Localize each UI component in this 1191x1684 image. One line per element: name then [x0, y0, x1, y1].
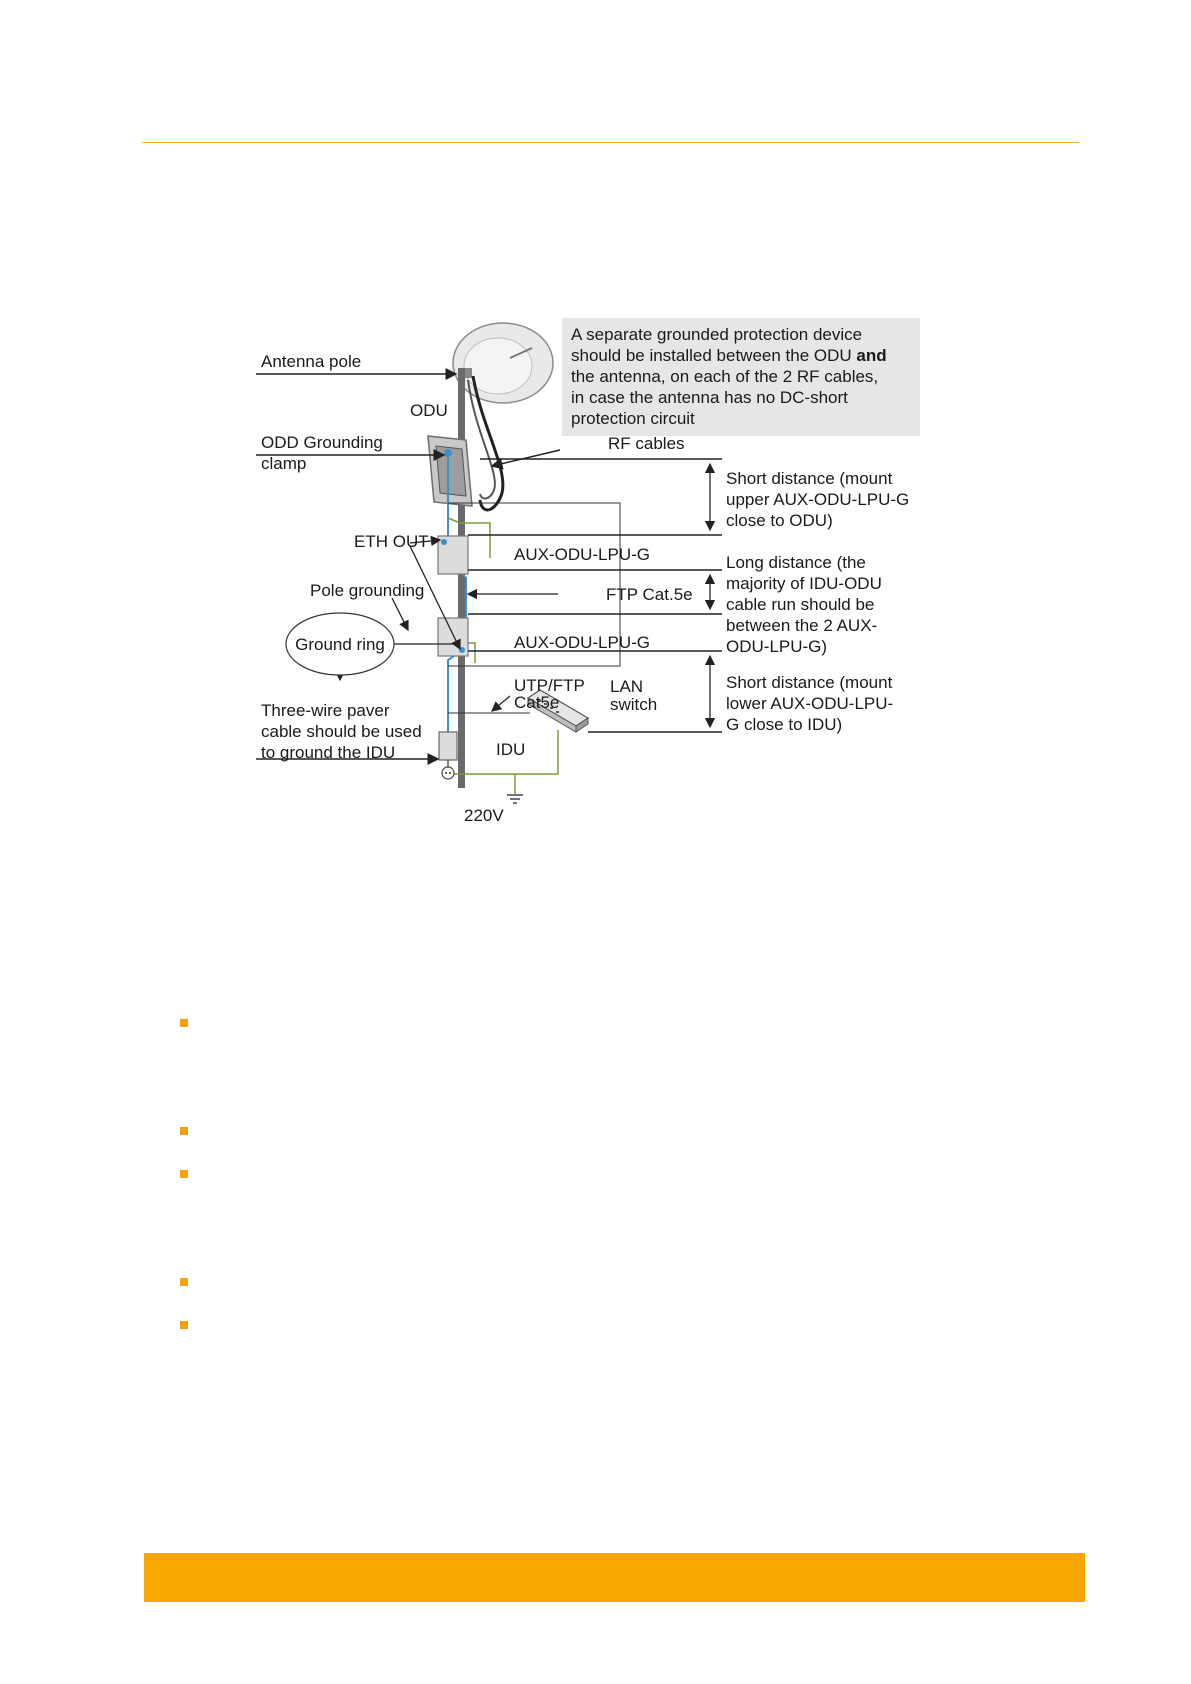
bullet-marker-2 [180, 1127, 188, 1135]
label-antenna-pole: Antenna pole [261, 352, 362, 371]
earth-ground-icon [507, 795, 523, 803]
dist-short-lower-2: lower AUX-ODU-LPU- [726, 694, 894, 713]
note-line-1: A separate grounded protection device [571, 325, 863, 344]
label-odd-grounding-1: ODD Grounding [261, 433, 383, 452]
grounding-diagram [261, 318, 930, 878]
bullet-marker-1 [180, 1019, 188, 1027]
label-odd-grounding-2: clamp [261, 454, 307, 473]
label-lan-2: switch [610, 695, 658, 714]
aux-odu-lpu-g-lower-icon [438, 618, 468, 656]
label-220v: 220V [464, 806, 504, 825]
label-three-wire-2: cable should be used [261, 722, 422, 741]
utp-arrow [492, 696, 510, 711]
note-line-4: in case the antenna has no DC-short [571, 388, 848, 407]
dist-short-upper-1: Short distance (mount [726, 469, 893, 488]
footer-band [144, 1553, 1085, 1602]
antenna-pole [458, 368, 465, 788]
rf-cables-arrow [492, 450, 560, 466]
dist-long-1: Long distance (the [726, 553, 866, 572]
dist-short-lower-1: Short distance (mount [726, 673, 893, 692]
label-three-wire-3: to ground the IDU [261, 743, 396, 762]
label-aux-lower: AUX-ODU-LPU-G [514, 633, 651, 652]
label-rf-cables: RF cables [608, 434, 685, 453]
label-three-wire-1: Three-wire paver [261, 701, 390, 720]
antenna-dish-icon [453, 323, 553, 403]
idu-unit-icon [439, 732, 457, 760]
label-idu: IDU [496, 740, 526, 759]
note-line-3: the antenna, on each of the 2 RF cables, [571, 367, 879, 386]
label-aux-upper: AUX-ODU-LPU-G [514, 545, 651, 564]
bullet-marker-3 [180, 1170, 188, 1178]
dist-long-5: ODU-LPU-G) [726, 637, 828, 656]
aux-odu-lpu-g-upper-icon [438, 536, 468, 574]
bullet-marker-5 [180, 1321, 188, 1329]
dist-short-upper-2: upper AUX-ODU-LPU-G [726, 490, 910, 509]
odu-unit-icon [428, 436, 472, 506]
dist-long-4: between the 2 AUX- [726, 616, 878, 635]
label-lan-1: LAN [610, 677, 644, 696]
note-line-5: protection circuit [571, 409, 695, 428]
label-ground-ring: Ground ring [295, 635, 385, 654]
label-odu: ODU [410, 401, 448, 420]
grounding-clamp-icon [444, 449, 452, 457]
power-outlet-icon [442, 760, 454, 779]
dist-short-upper-3: close to ODU) [726, 511, 833, 530]
dist-long-3: cable run should be [726, 595, 875, 614]
header-rule [142, 142, 1079, 143]
label-ftp: FTP Cat.5e [606, 585, 693, 604]
bullet-marker-4 [180, 1278, 188, 1286]
note-line-2: should be installed between the ODU and [571, 346, 887, 365]
label-utp-2: Cat5e [514, 693, 560, 712]
label-eth-out: ETH OUT [354, 532, 429, 551]
label-pole-grounding: Pole grounding [310, 581, 425, 600]
dist-long-2: majority of IDU-ODU [726, 574, 882, 593]
pole-grounding-arrow [392, 598, 408, 630]
dist-short-lower-3: G close to IDU) [726, 715, 843, 734]
label-utp-1: UTP/FTP [514, 676, 585, 695]
